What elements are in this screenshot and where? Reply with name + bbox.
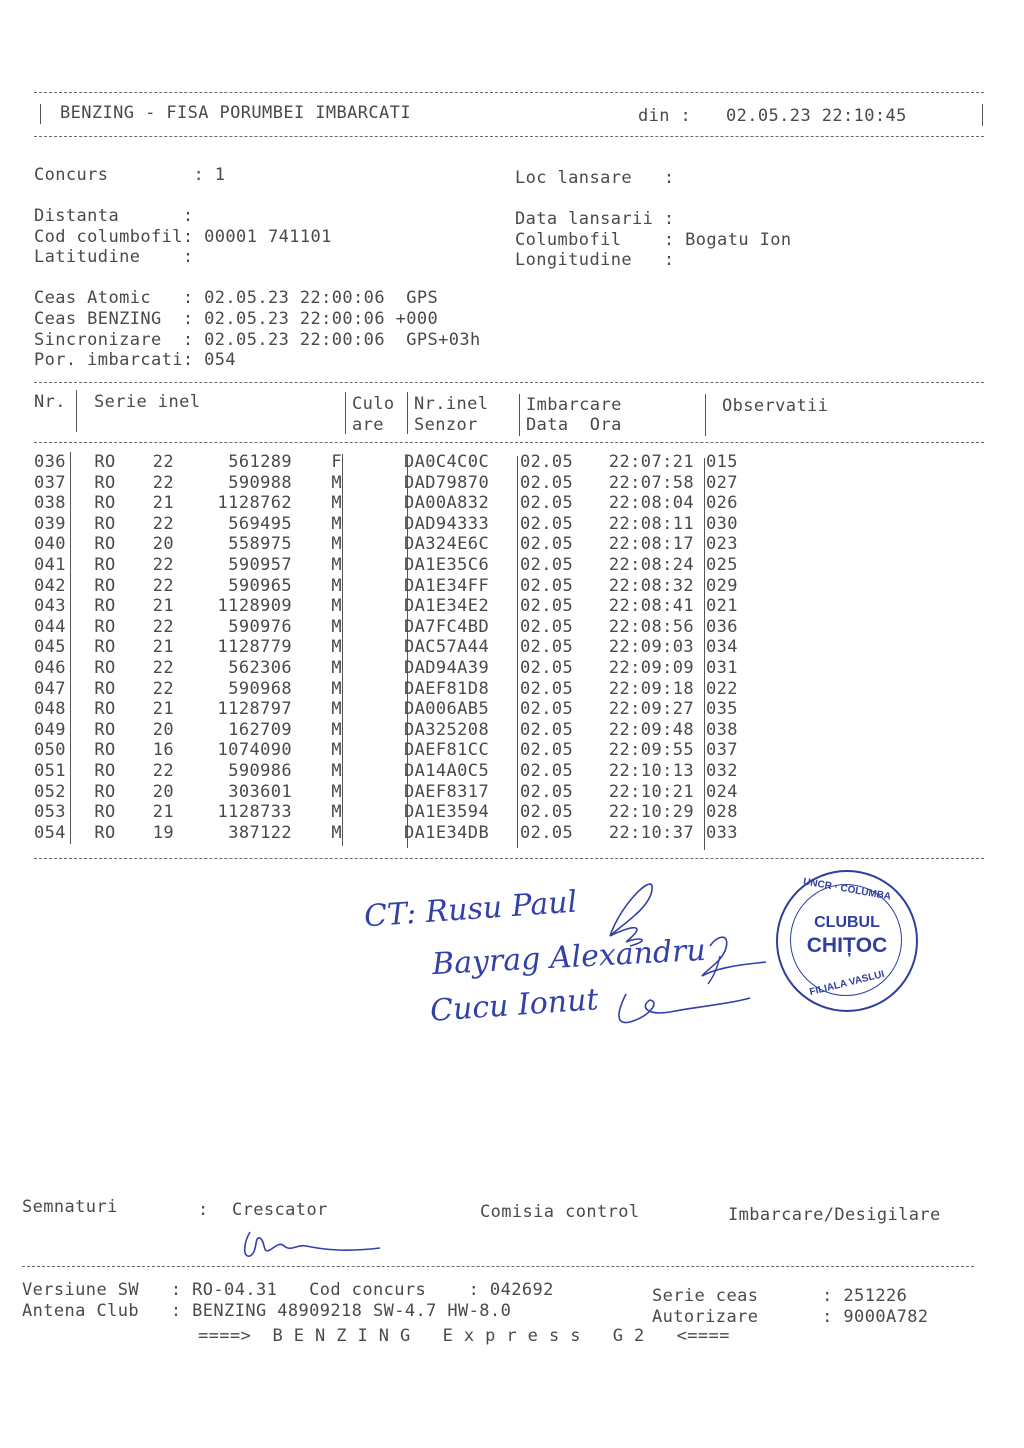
- row-number: 047: [34, 678, 66, 699]
- ring-country: RO: [94, 554, 116, 575]
- observation-code: 036: [706, 616, 738, 637]
- ring-year: 16: [152, 740, 174, 761]
- observation-code: 023: [706, 534, 738, 555]
- ring-year: 22: [152, 575, 174, 596]
- embark-date: 02.05: [520, 802, 574, 823]
- sensor-code: DA0C4C0C: [404, 452, 490, 472]
- embark-date: 02.05: [520, 699, 574, 720]
- sensor-code: DA1E34E2: [404, 596, 490, 617]
- row-number: 038: [34, 493, 66, 514]
- table-row: [34, 514, 766, 535]
- embark-date: 02.05: [520, 637, 574, 658]
- sensor-code: DA1E34DB: [404, 822, 490, 843]
- pigeon-color: [342, 782, 404, 803]
- header-top-rule: [34, 92, 984, 93]
- cod-columbofil-field: Cod columbofil: 00001 741101: [34, 227, 332, 247]
- pigeon-sex: M: [331, 699, 342, 720]
- ring-country: RO: [94, 699, 116, 720]
- ring-country: RO: [94, 802, 116, 823]
- pigeon-color: [342, 699, 404, 720]
- row-number: 050: [34, 740, 66, 761]
- embark-date: 02.05: [520, 822, 574, 843]
- row-number: 046: [34, 657, 66, 678]
- ring-number: 590986: [228, 760, 292, 781]
- stamp-line-1: CLUBUL: [814, 914, 880, 931]
- row-number: 051: [34, 760, 66, 781]
- ring-number: 387122: [228, 822, 292, 843]
- header-divider: [345, 392, 346, 434]
- ring-country: RO: [94, 637, 116, 658]
- ring-year: 21: [152, 596, 174, 617]
- row-number: 053: [34, 802, 66, 823]
- observation-code: 025: [706, 554, 738, 575]
- col-serie-inel-header: Serie inel: [94, 392, 201, 412]
- header-divider: [407, 392, 408, 434]
- table-bottom-rule: [34, 858, 984, 859]
- sensor-code: DA1E35C6: [404, 554, 490, 575]
- data-lansarii-field: Data lansarii :: [515, 209, 675, 229]
- observation-code: 032: [706, 760, 738, 781]
- pigeon-color: [342, 576, 404, 597]
- pigeon-color: [342, 493, 404, 514]
- ring-country: RO: [94, 513, 116, 534]
- pigeon-color: [342, 658, 404, 679]
- header-left-bar: [40, 104, 41, 124]
- sensor-code: DA324E6C: [404, 534, 490, 555]
- pigeon-color: [342, 740, 404, 761]
- sensor-code: DA14A0C5: [404, 760, 490, 781]
- table-row: [34, 761, 766, 782]
- ring-year: 20: [152, 534, 174, 555]
- embark-time: 22:09:18: [608, 678, 694, 699]
- pigeon-color: [342, 617, 404, 638]
- ring-number: 558975: [228, 534, 292, 555]
- pigeon-color: [342, 452, 404, 473]
- footer-top-rule: [22, 1266, 974, 1267]
- table-row: [34, 493, 766, 514]
- ring-country: RO: [94, 452, 116, 472]
- sensor-code: DAD94A39: [404, 657, 490, 678]
- pigeon-color: [342, 637, 404, 658]
- observation-code: 027: [706, 472, 738, 493]
- pigeon-color: [342, 720, 404, 741]
- table-row: [34, 720, 766, 741]
- col-nr-header: Nr.: [34, 392, 66, 412]
- embark-time: 22:08:11: [608, 513, 694, 534]
- ring-year: 19: [152, 822, 174, 843]
- ring-year: 22: [152, 452, 174, 472]
- pigeon-sex: M: [331, 493, 342, 514]
- ceas-atomic-field: Ceas Atomic : 02.05.23 22:00:06 GPS: [34, 288, 439, 308]
- ring-country: RO: [94, 493, 116, 514]
- handwritten-name-1: CT: Rusu Paul: [363, 884, 579, 935]
- header-divider: [76, 390, 77, 432]
- pigeon-sex: M: [331, 719, 342, 740]
- embark-time: 22:09:09: [608, 657, 694, 678]
- sensor-code: DAC57A44: [404, 637, 490, 658]
- table-header-rule: [34, 442, 984, 443]
- embark-time: 22:09:03: [608, 637, 694, 658]
- ring-year: 22: [152, 657, 174, 678]
- pigeon-sex: M: [331, 637, 342, 658]
- table-row: [34, 679, 766, 700]
- ring-country: RO: [94, 472, 116, 493]
- ring-number: 1074090: [217, 740, 292, 761]
- ring-country: RO: [94, 534, 116, 555]
- sensor-code: DAD94333: [404, 513, 490, 534]
- header-bottom-rule: [34, 136, 984, 137]
- sensor-code: DA1E34FF: [404, 575, 490, 596]
- ring-country: RO: [94, 596, 116, 617]
- embark-time: 22:08:24: [608, 554, 694, 575]
- observation-code: 022: [706, 678, 738, 699]
- sensor-code: DAEF8317: [404, 781, 490, 802]
- embark-date: 02.05: [520, 554, 574, 575]
- embark-date: 02.05: [520, 719, 574, 740]
- pigeon-sex: M: [331, 678, 342, 699]
- ring-number: 561289: [228, 452, 292, 472]
- crescator-signature: [236, 1222, 386, 1266]
- ring-number: 1128909: [217, 596, 292, 617]
- ring-number: 590976: [228, 616, 292, 637]
- table-row: [34, 555, 766, 576]
- observation-code: 015: [706, 452, 738, 472]
- ring-year: 20: [152, 719, 174, 740]
- sensor-code: DA00A832: [404, 493, 490, 514]
- ring-number: 1128779: [217, 637, 292, 658]
- row-number: 040: [34, 534, 66, 555]
- sensor-code: DA006AB5: [404, 699, 490, 720]
- crescator-label: Crescator: [232, 1200, 328, 1220]
- pigeon-sex: M: [331, 657, 342, 678]
- embark-time: 22:07:21: [608, 452, 694, 472]
- embark-time: 22:10:13: [608, 760, 694, 781]
- embark-date: 02.05: [520, 575, 574, 596]
- row-number: 045: [34, 637, 66, 658]
- embark-time: 22:10:37: [608, 822, 694, 843]
- embark-time: 22:07:58: [608, 472, 694, 493]
- signature-scribbles: [590, 866, 780, 1046]
- observation-code: 026: [706, 493, 738, 514]
- pigeon-sex: M: [331, 554, 342, 575]
- embark-time: 22:08:04: [608, 493, 694, 514]
- col-senzor-header: Senzor: [414, 415, 478, 435]
- print-timestamp: 02.05.23 22:10:45: [726, 106, 907, 126]
- table-row: [34, 658, 766, 679]
- table-row: [34, 802, 766, 823]
- embark-date: 02.05: [520, 472, 574, 493]
- versiune-sw-line: Versiune SW : RO-04.31 Cod concurs : 042692: [22, 1280, 554, 1300]
- pigeon-table: [34, 452, 766, 843]
- columbofil-field: Columbofil : Bogatu Ion: [515, 230, 792, 250]
- header-right-bar: [982, 104, 983, 126]
- table-row: [34, 617, 766, 638]
- antena-club-line: Antena Club : BENZING 48909218 SW-4.7 HW-8.0: [22, 1301, 512, 1321]
- table-row: [34, 534, 766, 555]
- document-title: BENZING - FISA PORUMBEI IMBARCATI: [60, 103, 411, 123]
- table-row: [34, 782, 766, 803]
- row-number: 042: [34, 575, 66, 596]
- serie-ceas-line: Serie ceas : 251226: [652, 1286, 908, 1306]
- table-row: [34, 596, 766, 617]
- row-number: 048: [34, 699, 66, 720]
- col-data-ora-header: Data Ora: [526, 415, 622, 435]
- ring-number: 590968: [228, 678, 292, 699]
- ring-country: RO: [94, 575, 116, 596]
- pigeon-sex: M: [331, 575, 342, 596]
- pigeon-sex: M: [331, 740, 342, 761]
- ring-number: 1128733: [217, 802, 292, 823]
- ring-number: 590965: [228, 575, 292, 596]
- embark-time: 22:08:17: [608, 534, 694, 555]
- ring-country: RO: [94, 781, 116, 802]
- sensor-code: DA1E3594: [404, 802, 490, 823]
- ring-number: 569495: [228, 513, 292, 534]
- ring-year: 22: [152, 616, 174, 637]
- sensor-code: DA325208: [404, 719, 490, 740]
- table-row: [34, 823, 766, 844]
- ring-country: RO: [94, 678, 116, 699]
- concurs-field: Concurs : 1: [34, 165, 226, 185]
- ring-year: 20: [152, 781, 174, 802]
- ring-number: 590957: [228, 554, 292, 575]
- pigeon-color: [342, 823, 404, 844]
- row-number: 041: [34, 554, 66, 575]
- pigeon-sex: M: [331, 596, 342, 617]
- semnaturi-colon: :: [198, 1200, 209, 1220]
- pigeon-color: [342, 514, 404, 535]
- observation-code: 033: [706, 822, 738, 843]
- ring-country: RO: [94, 657, 116, 678]
- stamp-bottom-text: FILIALA VASLUI: [808, 968, 886, 999]
- sensor-code: DA7FC4BD: [404, 616, 490, 637]
- pigeon-sex: M: [331, 822, 342, 843]
- por-imbarcati-field: Por. imbarcati: 054: [34, 350, 237, 370]
- table-row: [34, 637, 766, 658]
- benzing-express-banner: ====> B E N Z I N G E x p r e s s G 2 <====: [198, 1326, 730, 1346]
- ring-number: 1128762: [217, 493, 292, 514]
- table-top-rule: [34, 382, 984, 383]
- table-row: [34, 576, 766, 597]
- ring-year: 22: [152, 554, 174, 575]
- observation-code: 030: [706, 513, 738, 534]
- ring-number: 162709: [228, 719, 292, 740]
- sensor-code: DAEF81CC: [404, 740, 490, 761]
- embark-time: 22:09:27: [608, 699, 694, 720]
- embark-time: 22:10:29: [608, 802, 694, 823]
- pigeon-sex: M: [331, 513, 342, 534]
- row-number: 036: [34, 452, 66, 472]
- ring-year: 21: [152, 802, 174, 823]
- table-row: [34, 473, 766, 494]
- pigeon-sex: M: [331, 616, 342, 637]
- pigeon-color: [342, 473, 404, 494]
- stamp-top-text: UNCR · COLUMBA: [802, 876, 892, 903]
- ring-number: 562306: [228, 657, 292, 678]
- pigeon-color: [342, 761, 404, 782]
- ring-number: 303601: [228, 781, 292, 802]
- row-number: 037: [34, 472, 66, 493]
- comisia-control-label: Comisia control: [480, 1202, 640, 1222]
- embark-time: 22:09:55: [608, 740, 694, 761]
- row-number: 043: [34, 596, 66, 617]
- col-nr-inel-header: Nr.inel: [414, 394, 489, 414]
- observation-code: 024: [706, 781, 738, 802]
- table-row: [34, 699, 766, 720]
- ring-year: 21: [152, 699, 174, 720]
- stamp-line-2: CHIȚOC: [806, 934, 888, 957]
- loc-lansare-field: Loc lansare :: [515, 168, 675, 188]
- pigeon-sex: M: [331, 534, 342, 555]
- embark-time: 22:08:41: [608, 596, 694, 617]
- observation-code: 021: [706, 596, 738, 617]
- embark-time: 22:09:48: [608, 719, 694, 740]
- observation-code: 038: [706, 719, 738, 740]
- sensor-code: DAEF81D8: [404, 678, 490, 699]
- pigeon-sex: F: [331, 452, 342, 472]
- embark-time: 22:08:32: [608, 575, 694, 596]
- autorizare-line: Autorizare : 9000A782: [652, 1307, 929, 1327]
- ring-country: RO: [94, 719, 116, 740]
- observation-code: 035: [706, 699, 738, 720]
- latitudine-field: Latitudine :: [34, 247, 194, 267]
- table-row: [34, 740, 766, 761]
- ring-country: RO: [94, 616, 116, 637]
- row-number: 039: [34, 513, 66, 534]
- embark-date: 02.05: [520, 596, 574, 617]
- row-number: 052: [34, 781, 66, 802]
- ring-country: RO: [94, 740, 116, 761]
- pigeon-sex: M: [331, 472, 342, 493]
- imbarcare-desigilare-label: Imbarcare/Desigilare: [728, 1205, 941, 1225]
- handwritten-name-3: Cucu Ionut: [428, 982, 600, 1029]
- ring-year: 21: [152, 493, 174, 514]
- header-divider: [519, 394, 520, 436]
- embark-date: 02.05: [520, 616, 574, 637]
- pigeon-color: [342, 596, 404, 617]
- col-imbarcare-header: Imbarcare: [526, 395, 622, 415]
- ring-country: RO: [94, 822, 116, 843]
- pigeon-color: [342, 555, 404, 576]
- ring-year: 22: [152, 678, 174, 699]
- distanta-field: Distanta :: [34, 206, 194, 226]
- table-row: [34, 452, 766, 473]
- pigeon-color: [342, 534, 404, 555]
- ring-number: 1128797: [217, 699, 292, 720]
- din-label: din :: [638, 106, 692, 126]
- ring-number: 590988: [228, 472, 292, 493]
- sincronizare-field: Sincronizare : 02.05.23 22:00:06 GPS+03h: [34, 330, 481, 350]
- sensor-code: DAD79870: [404, 472, 490, 493]
- pigeon-sex: M: [331, 760, 342, 781]
- ring-year: 21: [152, 637, 174, 658]
- observation-code: 028: [706, 802, 738, 823]
- pigeon-sex: M: [331, 802, 342, 823]
- embark-date: 02.05: [520, 452, 574, 472]
- embark-date: 02.05: [520, 657, 574, 678]
- ring-country: RO: [94, 760, 116, 781]
- ceas-benzing-field: Ceas BENZING : 02.05.23 22:00:06 +000: [34, 309, 439, 329]
- embark-date: 02.05: [520, 493, 574, 514]
- embark-date: 02.05: [520, 781, 574, 802]
- ring-year: 22: [152, 472, 174, 493]
- club-stamp: [776, 870, 918, 1012]
- col-observatii-header: Observatii: [722, 396, 829, 416]
- ring-year: 22: [152, 513, 174, 534]
- row-number: 049: [34, 719, 66, 740]
- embark-date: 02.05: [520, 534, 574, 555]
- embark-date: 02.05: [520, 760, 574, 781]
- embark-date: 02.05: [520, 678, 574, 699]
- col-culoare-header-2: are: [352, 415, 384, 435]
- row-number: 054: [34, 822, 66, 843]
- header-divider: [705, 394, 706, 436]
- observation-code: 031: [706, 657, 738, 678]
- embark-time: 22:08:56: [608, 616, 694, 637]
- col-culoare-header-1: Culo: [352, 394, 395, 414]
- semnaturi-label: Semnaturi: [22, 1197, 118, 1217]
- pigeon-color: [342, 679, 404, 700]
- ring-year: 22: [152, 760, 174, 781]
- pigeon-color: [342, 802, 404, 823]
- observation-code: 037: [706, 740, 738, 761]
- observation-code: 034: [706, 637, 738, 658]
- embark-date: 02.05: [520, 740, 574, 761]
- observation-code: 029: [706, 575, 738, 596]
- longitudine-field: Longitudine :: [515, 250, 675, 270]
- handwritten-name-2: Bayrag Alexandru: [431, 932, 707, 983]
- row-number: 044: [34, 616, 66, 637]
- embark-time: 22:10:21: [608, 781, 694, 802]
- embark-date: 02.05: [520, 513, 574, 534]
- pigeon-sex: M: [331, 781, 342, 802]
